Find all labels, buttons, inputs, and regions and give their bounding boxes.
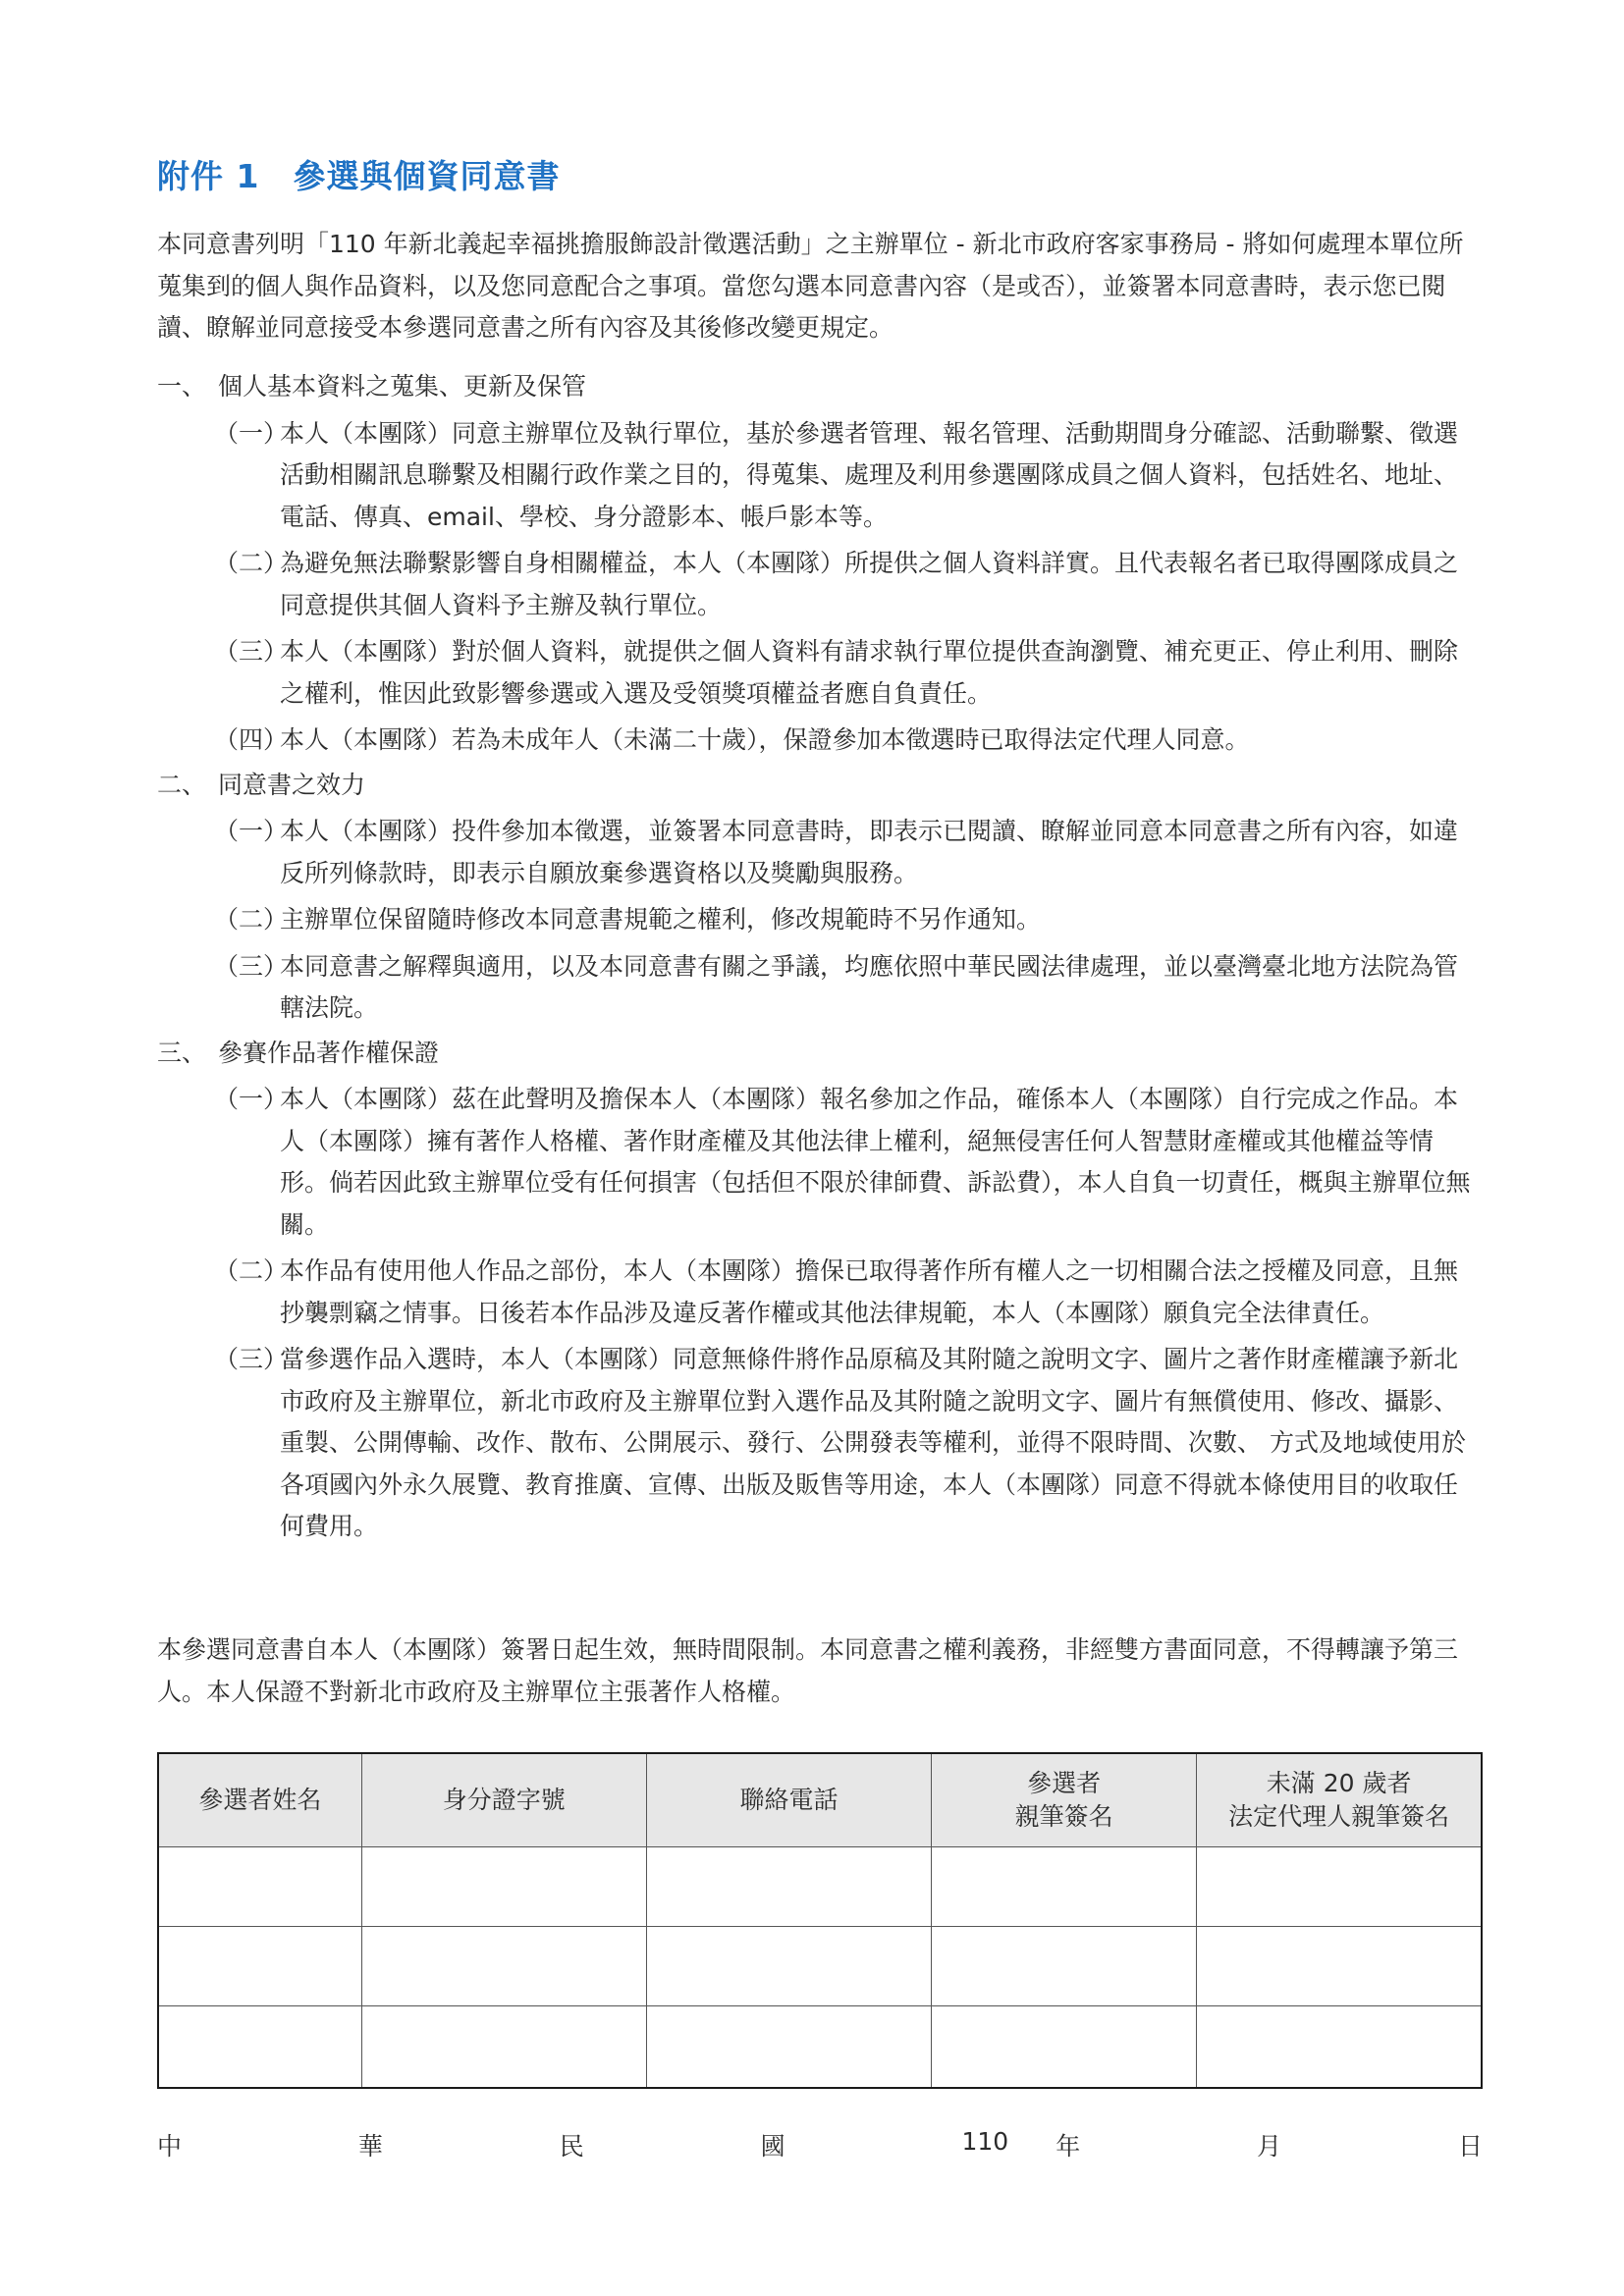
- list-item: [214, 720, 1481, 762]
- table-row: [158, 1847, 1482, 1927]
- signature-cell[interactable]: [932, 2006, 1197, 2089]
- year-value: 110: [961, 2127, 1009, 2156]
- guardian-signature-cell[interactable]: [1197, 1847, 1482, 1927]
- header-phone: 聯絡電話: [646, 1753, 931, 1847]
- item-number: （二）: [214, 1256, 289, 1285]
- header-guardian-signature: 未滿 20 歲者 法定代理人親筆簽名: [1197, 1753, 1482, 1847]
- item-text: 本人（本團隊）同意主辦單位及執行單位，基於參選者管理、報名管理、活動期間身分確認、活動聯繫、徵選活動相關訊息聯繫及相關行政作業之目的，得蒐集、處理及利用參選團隊成員之個人資料，包括姓名、地址、電話、傳真、email、學校、身分證影本、帳戶影本等。: [280, 418, 1459, 531]
- section-number: 二、: [157, 770, 207, 799]
- item-text: 本人（本團隊）茲在此聲明及擔保本人（本團隊）報名參加之作品，確係本人（本團隊）自行完成之作品。本人（本團隊）擁有著作人格權、著作財產權及其他法律上權利，絕無侵害任何人智慧財產權或其他權益等情形。倘若因此致主辦單位受有任何損害（包括但不限於律師費、訴訟費），本人自負一切責任，概與主辦單位無關。: [280, 1085, 1471, 1239]
- header-id-number: 身分證字號: [361, 1753, 646, 1847]
- date-line: [157, 2127, 1483, 2163]
- day-unit: 日: [1457, 2132, 1483, 2161]
- section-heading: [157, 366, 1481, 408]
- name-cell[interactable]: [158, 1927, 361, 2006]
- item-number: （四）: [214, 725, 289, 754]
- item-text: 主辦單位保留隨時修改本同意書規範之權利，修改規範時不另作通知。: [280, 905, 1042, 934]
- item-text: 為避免無法聯繫影響自身相關權益，本人（本團隊）所提供之個人資料詳實。且代表報名者已取得團隊成員之同意提供其個人資料予主辦及執行單位。: [280, 549, 1459, 619]
- header-name: 參選者姓名: [158, 1753, 361, 1847]
- list-item: [214, 811, 1481, 894]
- intro-paragraph: 本同意書列明「110 年新北義起幸福挑擔服飾設計徵選活動」之主辦單位 - 新北市政府客家事務局 - 將如何處理本單位所蒐集到的個人與作品資料，以及您同意配合之事項。當您勾選本同意書內容（是或否），並簽署本同意書時，表示您已閱讀、瞭解並同意接受本參選同意書之所有內容及其後修改變更規定。: [157, 230, 1464, 342]
- table-header-row: [158, 1753, 1482, 1847]
- date-char: 國: [760, 2132, 785, 2161]
- section-title: 同意書之效力: [218, 770, 366, 799]
- list-item: [214, 1339, 1481, 1548]
- list-item: [214, 1079, 1481, 1246]
- section-3: [157, 1033, 1481, 1548]
- item-number: （三）: [214, 1345, 289, 1373]
- guardian-signature-cell[interactable]: [1197, 1927, 1482, 2006]
- item-number: （一）: [214, 418, 289, 448]
- section-number: 一、: [157, 372, 207, 400]
- signature-cell[interactable]: [932, 1927, 1197, 2006]
- item-number: （三）: [214, 951, 289, 981]
- item-text: 本人（本團隊）投件參加本徵選，並簽署本同意書時，即表示已閱讀、瞭解並同意本同意書之所有內容，如違反所列條款時，即表示自願放棄參選資格以及獎勵與服務。: [280, 817, 1459, 887]
- section-heading: [157, 1033, 1481, 1075]
- section-title: 個人基本資料之蒐集、更新及保管: [218, 372, 587, 400]
- list-item: [214, 631, 1481, 715]
- date-char: 中: [157, 2132, 183, 2161]
- section-2: [157, 765, 1481, 1030]
- list-item: [214, 543, 1481, 626]
- id-number-cell[interactable]: [361, 2006, 646, 2089]
- section-1: [157, 366, 1481, 762]
- id-number-cell[interactable]: [361, 1847, 646, 1927]
- section-title: 參賽作品著作權保證: [218, 1038, 440, 1067]
- year-unit: 年: [1056, 2132, 1081, 2161]
- table-row: [158, 1927, 1482, 2006]
- name-cell[interactable]: [158, 1847, 361, 1927]
- closing-paragraph: 本參選同意書自本人（本團隊）簽署日起生效，無時間限制。本同意書之權利義務，非經雙方書面同意，不得轉讓予第三人。本人保證不對新北市政府及主辦單位主張著作人格權。: [157, 1635, 1459, 1706]
- year-group: [962, 2127, 1081, 2163]
- phone-cell[interactable]: [646, 1927, 931, 2006]
- guardian-signature-cell[interactable]: [1197, 2006, 1482, 2089]
- item-number: （一）: [214, 817, 289, 845]
- signature-table: [157, 1752, 1483, 2089]
- item-number: （二）: [214, 905, 289, 934]
- date-char: 民: [559, 2132, 584, 2161]
- item-text: 本同意書之解釋與適用，以及本同意書有關之爭議，均應依照中華民國法律處理，並以臺灣臺北地方法院為管轄法院。: [280, 951, 1459, 1022]
- phone-cell[interactable]: [646, 2006, 931, 2089]
- id-number-cell[interactable]: [361, 1927, 646, 2006]
- list-item: [214, 899, 1481, 941]
- phone-cell[interactable]: [646, 1847, 931, 1927]
- item-number: （二）: [214, 549, 289, 577]
- sections: [157, 363, 1481, 1548]
- header-signature: 參選者 親筆簽名: [932, 1753, 1197, 1847]
- item-text: 本人（本團隊）若為未成年人（未滿二十歲），保證參加本徵選時已取得法定代理人同意。: [280, 725, 1250, 754]
- name-cell[interactable]: [158, 2006, 361, 2089]
- item-text: 本人（本團隊）對於個人資料，就提供之個人資料有請求執行單位提供查詢瀏覽、補充更正、停止利用、刪除之權利，惟因此致影響參選或入選及受領獎項權益者應自負責任。: [280, 637, 1459, 708]
- list-item: [214, 1251, 1481, 1334]
- item-text: 本作品有使用他人作品之部份，本人（本團隊）擔保已取得著作所有權人之一切相關合法之授權及同意，且無抄襲剽竊之情事。日後若本作品涉及違反著作權或其他法律規範，本人（本團隊）願負完全法律責任。: [280, 1256, 1459, 1327]
- list-item: [214, 413, 1481, 539]
- attachment-title: 參選與個資同意書: [293, 157, 561, 195]
- month-unit: 月: [1257, 2132, 1282, 2161]
- item-number: （三）: [214, 637, 289, 666]
- item-text: 當參選作品入選時，本人（本團隊）同意無條件將作品原稿及其附隨之說明文字、圖片之著作財產權讓予新北市政府及主辦單位，新北市政府及主辦單位對入選作品及其附隨之說明文字、圖片有無償使用、修改、攝影、重製、公開傳輸、改作、散布、公開展示、發行、公開發表等權利，並得不限時間、次數、 方式及地域使用於各項國內外永久展覽、教育推廣、宣傳、出版及販售等用途，本人（本團隊）同意不得就本條使用目的收取任何費用。: [280, 1345, 1466, 1540]
- list-item: [214, 946, 1481, 1030]
- table-row: [158, 2006, 1482, 2089]
- signature-cell[interactable]: [932, 1847, 1197, 1927]
- page-title: [157, 151, 560, 197]
- section-number: 三、: [157, 1038, 207, 1067]
- attachment-number: 附件 1: [157, 157, 260, 195]
- date-char: 華: [357, 2132, 383, 2161]
- section-heading: [157, 765, 1481, 807]
- item-number: （一）: [214, 1085, 289, 1113]
